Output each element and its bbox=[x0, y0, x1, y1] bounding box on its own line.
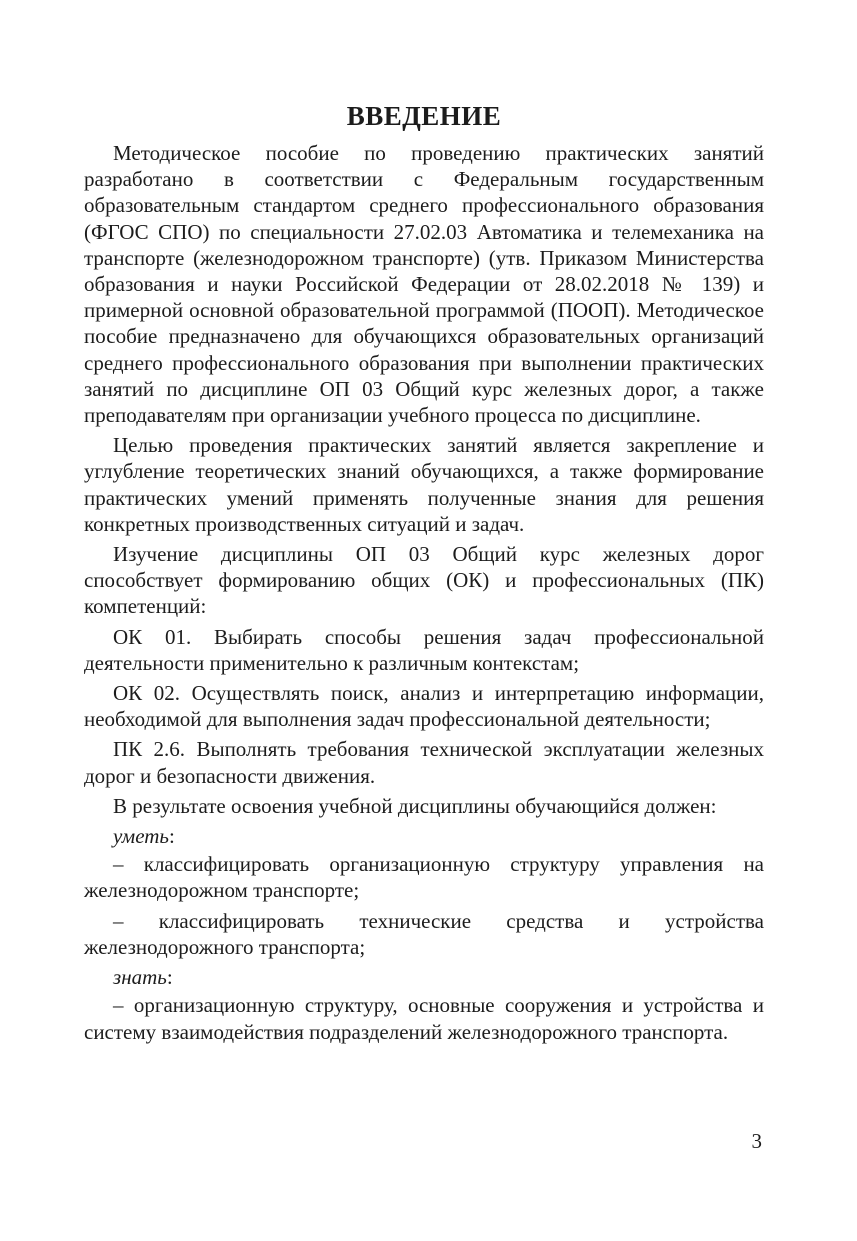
competencies-intro-paragraph: Изучение дисциплины ОП 03 Общий курс железных дорог способствует формированию общих (ОК) и профессиональных (ПК) компетенций: bbox=[84, 542, 764, 619]
knowledge-item: – организационную структуру, основные сооружения и устройства и систему взаимодействия подразделений железнодорожного транспорта. bbox=[84, 993, 764, 1044]
intro-paragraph: Методическое пособие по проведению практических занятий разработано в соответствии с Федеральным государственным образовательным стандартом среднего профессионального образования (ФГОС СПО) по специальности 27.02.03 Автоматика и телемеханика на транспорте (железнодорожном транспорте) (утв. Приказом Министерства образования и науки Российской Федерации от 28.02.2018 № 139) и примерной основной образовательной программой (ПООП). Методическое пособие предназначено для обучающихся образовательных организаций среднего профессионального образования при выполнении практических занятий по дисциплине ОП 03 Общий курс железных дорог, а также преподавателям при организации учебного процесса по дисциплине. bbox=[84, 141, 764, 428]
document-page bbox=[84, 96, 764, 1049]
skill-item: – классифицировать технические средства и устройства железнодорожного транспорта; bbox=[84, 908, 764, 959]
skills-label-colon: : bbox=[168, 824, 175, 849]
knowledge-heading bbox=[84, 964, 764, 990]
skills-heading bbox=[84, 823, 764, 849]
outcomes-intro-paragraph: В результате освоения учебной дисциплины обучающийся должен: bbox=[113, 793, 717, 818]
knowledge-label: знать bbox=[113, 965, 167, 990]
skills-label: уметь bbox=[113, 824, 169, 849]
skill-item: – классифицировать организационную структуру управления на железнодорожном транспорте; bbox=[84, 852, 764, 903]
page-number: 3 bbox=[751, 1129, 762, 1153]
knowledge-label-colon: : bbox=[166, 965, 173, 990]
competency-pk26: ПК 2.6. Выполнять требования технической эксплуатации железных дорог и безопасности движения. bbox=[84, 737, 764, 788]
page-title: ВВЕДЕНИЕ bbox=[346, 101, 502, 131]
goal-paragraph: Целью проведения практических занятий является закрепление и углубление теоретических знаний обучающихся, а также формирование практических умений применять полученные знания для решения конкретных производственных ситуаций и задач. bbox=[84, 433, 764, 536]
competency-ok01: ОК 01. Выбирать способы решения задач профессиональной деятельности применительно к различным контекстам; bbox=[84, 624, 764, 675]
competency-ok02: ОК 02. Осуществлять поиск, анализ и интерпретацию информации, необходимой для выполнения задач профессиональной деятельности; bbox=[84, 681, 764, 732]
